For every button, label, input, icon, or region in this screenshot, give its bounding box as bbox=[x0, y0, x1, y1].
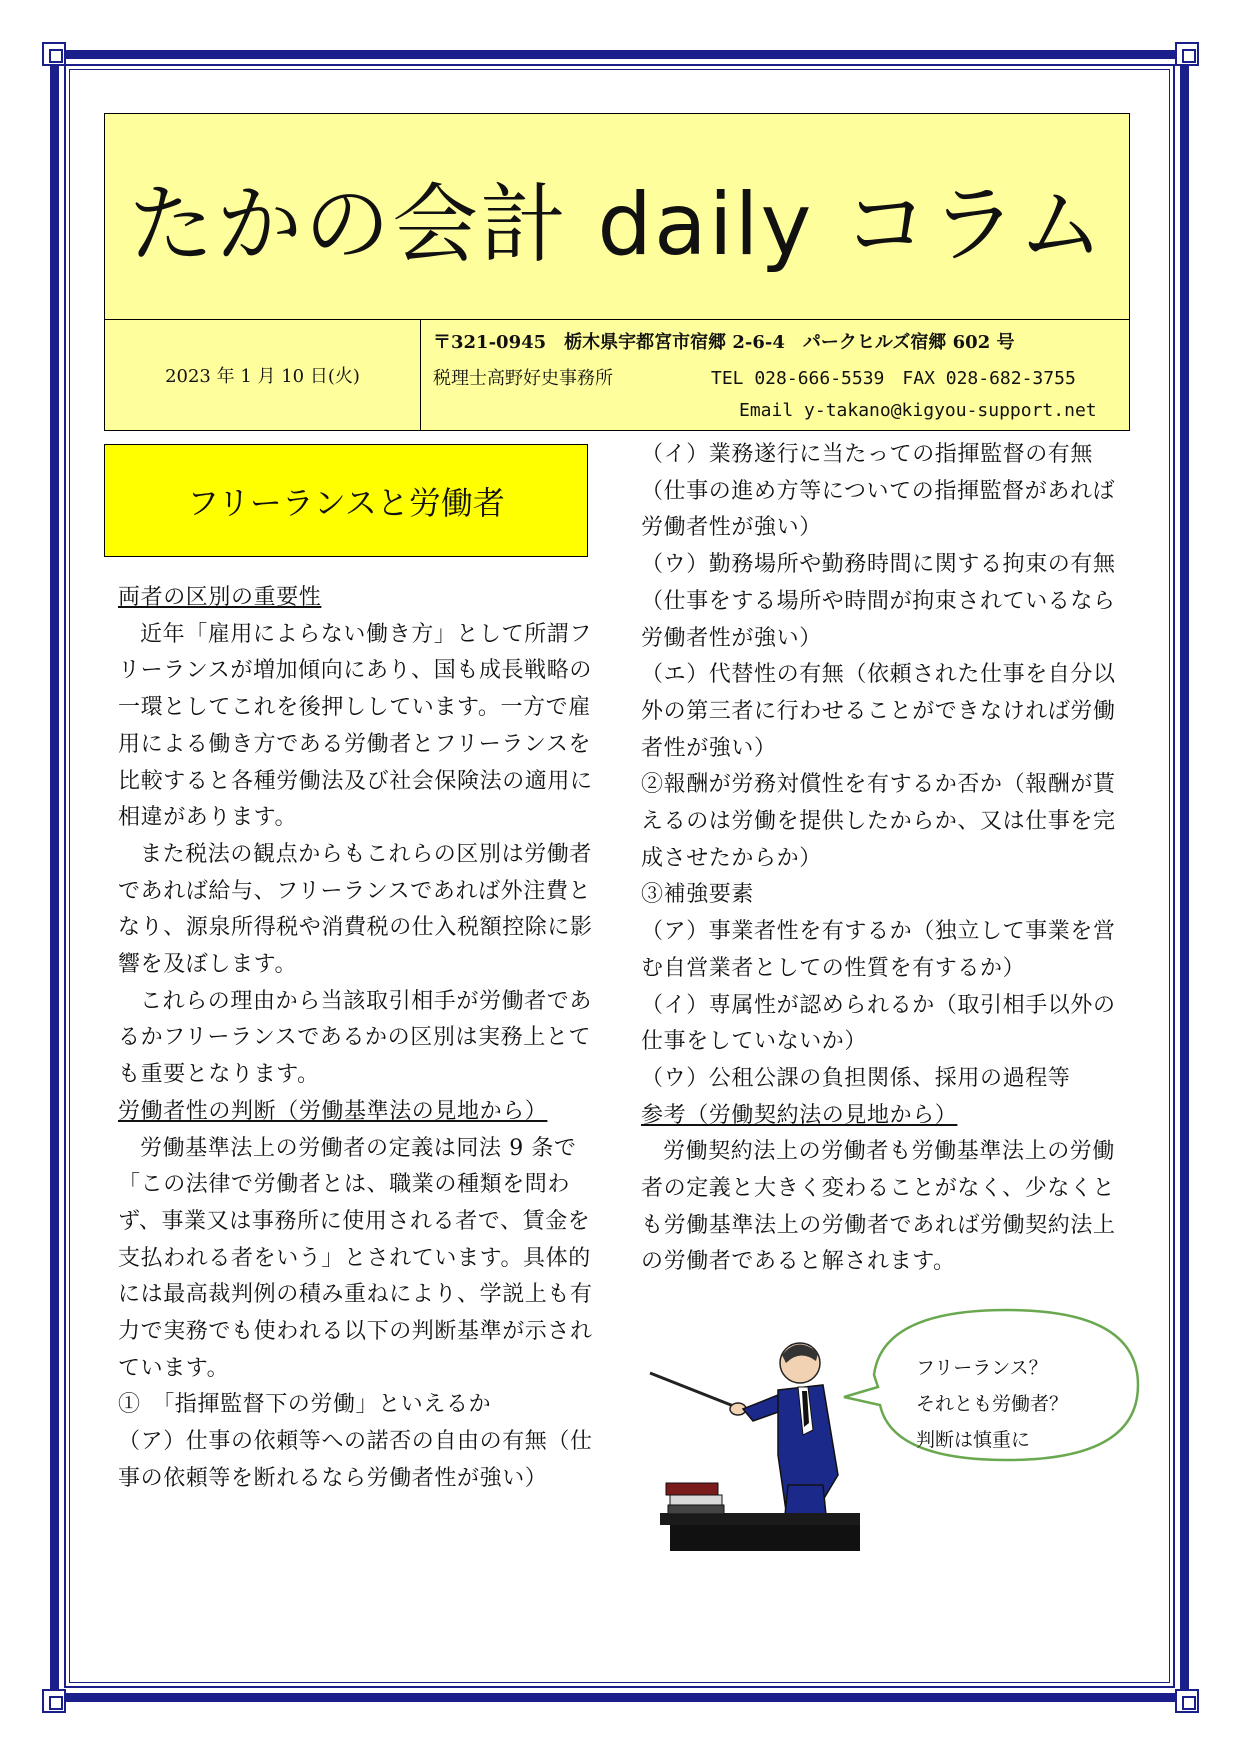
criteria-subitem: （イ）専属性が認められるか（取引相手以外の仕事をしていないか） bbox=[641, 992, 1116, 1055]
paragraph: また税法の観点からもこれらの区別は労働者であれば給与、フリーランスであれば外注費となり、源泉所得税や消費税の仕入税額控除に影響を及ぼします。 bbox=[118, 841, 593, 978]
office-name: 税理士高野好史事務所 bbox=[433, 368, 613, 389]
office-email[interactable]: Email y-takano@kigyou-support.net bbox=[739, 400, 1097, 421]
section-heading: 労働者性の判断（労働基準法の見地から） bbox=[118, 1098, 548, 1124]
office-tel-fax: TEL 028-666-5539 FAX 028-682-3755 bbox=[711, 368, 1076, 389]
paragraph: 労働基準法上の労働者の定義は同法 9 条で「この法律で労働者とは、職業の種類を問わず、事業又は事務所に使用される者で、賃金を支払われる者をいう」とされています。具体的には最高裁判例の積み重ねにより、学説上も有力で実務でも使われる以下の判断基準が示されています。 bbox=[118, 1135, 593, 1381]
border-corner-ornament bbox=[42, 1689, 66, 1713]
masthead-info-row bbox=[105, 319, 1129, 430]
paragraph: 労働契約法上の労働者も労働基準法上の労働者の定義と大きく変わることがなく、少なくとも労働基準法上の労働者であれば労働契約法上の労働者であると解されます。 bbox=[641, 1139, 1116, 1275]
masthead bbox=[104, 113, 1130, 431]
newsletter-title: たかの会計 daily コラム bbox=[128, 174, 1106, 275]
criteria-subitem: （イ）業務遂行に当たっての指揮監督の有無（仕事の進め方等についての指揮監督があれば労働者性が強い） bbox=[641, 442, 1116, 541]
section-heading: 両者の区別の重要性 bbox=[118, 585, 322, 610]
bubble-line: 判断は慎重に bbox=[916, 1429, 1031, 1451]
border-corner-ornament bbox=[1175, 1689, 1199, 1713]
bubble-line: それとも労働者？ bbox=[916, 1393, 1069, 1415]
paragraph: これらの理由から当該取引相手が労働者であるかフリーランスであるかの区別は実務上とても重要となります。 bbox=[118, 988, 593, 1088]
office-address: 〒321-0945 栃木県宇都宮市宿郷 2-6-4 パークヒルズ宿郷 602 号 bbox=[433, 332, 1015, 353]
border-corner-ornament bbox=[1175, 42, 1199, 66]
criteria-subitem: （ウ）勤務場所や勤務時間に関する拘束の有無（仕事をする場所や時間が拘束されているなら労働者性が強い） bbox=[641, 552, 1116, 651]
bubble-line: フリーランス？ bbox=[916, 1357, 1048, 1379]
paragraph: 近年「雇用によらない働き方」として所謂フリーランスが増加傾向にあり、国も成長戦略の一環としてこれを後押ししています。一方で雇用による働き方である労働者とフリーランスを比較すると各種労働法及び社会保険法の適用に相違があります。 bbox=[118, 621, 593, 831]
section-heading: 参考（労働契約法の見地から） bbox=[641, 1102, 958, 1128]
criteria-item: ③補強要素 bbox=[641, 882, 755, 908]
speech-bubble-text bbox=[916, 1350, 1116, 1458]
article-left-column bbox=[118, 580, 598, 1498]
criteria-item: ① 「指揮監督下の労働」といえるか bbox=[118, 1392, 492, 1418]
criteria-subitem: （ア）仕事の依頼等への諾否の自由の有無（仕事の依頼等を断れるなら労働者性が強い） bbox=[118, 1429, 593, 1491]
criteria-subitem: （エ）代替性の有無（依頼された仕事を自分以外の第三者に行わせることができなければ労働者性が強い） bbox=[641, 662, 1116, 761]
issue-date: 2023 年 1 月 10 日(火) bbox=[105, 320, 421, 430]
article-title: フリーランスと労働者 bbox=[104, 444, 588, 557]
border-corner-ornament bbox=[42, 42, 66, 66]
criteria-subitem: （ア）事業者性を有するか（独立して事業を営む自営業者としての性質を有するか） bbox=[641, 919, 1116, 981]
office-info bbox=[421, 320, 1129, 430]
criteria-item: ②報酬が労務対償性を有するか否か（報酬が貰えるのは労働を提供したからか、又は仕事を完成させたからか） bbox=[641, 772, 1116, 871]
article-right-column bbox=[641, 437, 1131, 1281]
criteria-subitem: （ウ）公租公課の負担関係、採用の過程等 bbox=[641, 1065, 1071, 1091]
teacher-pointing-illustration bbox=[648, 1335, 868, 1560]
